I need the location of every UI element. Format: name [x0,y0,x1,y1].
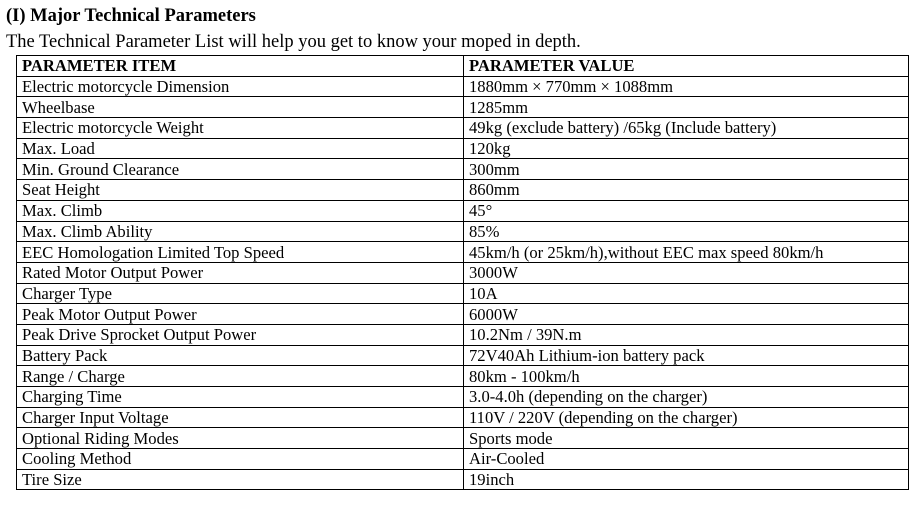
parameter-value: 3.0-4.0h (depending on the charger) [464,387,909,408]
parameter-item: EEC Homologation Limited Top Speed [17,242,464,263]
parameter-table [16,55,909,490]
parameter-item: Wheelbase [17,97,464,118]
table-row [17,366,909,387]
table-row [17,138,909,159]
table-row [17,97,909,118]
parameter-value: 85% [464,221,909,242]
table-row [17,407,909,428]
parameter-item: Charger Input Voltage [17,407,464,428]
table-row [17,449,909,470]
table-row [17,118,909,139]
parameter-item: Tire Size [17,469,464,490]
parameter-item: Charging Time [17,387,464,408]
parameter-item: Rated Motor Output Power [17,262,464,283]
table-row [17,304,909,325]
section-heading: (I) Major Technical Parameters [6,6,256,26]
parameter-value: Air-Cooled [464,449,909,470]
parameter-value: 45km/h (or 25km/h),without EEC max speed 80km/h [464,242,909,263]
table-row [17,76,909,97]
table-row [17,283,909,304]
table-row [17,180,909,201]
parameter-item: Electric motorcycle Dimension [17,76,464,97]
intro-text: The Technical Parameter List will help you get to know your moped in depth. [6,32,581,52]
table-row [17,242,909,263]
parameter-value: 49kg (exclude battery) /65kg (Include battery) [464,118,909,139]
parameter-item: Charger Type [17,283,464,304]
column-header-item: PARAMETER ITEM [17,56,464,77]
table-header-row [17,56,909,77]
table-row [17,262,909,283]
parameter-value: 3000W [464,262,909,283]
parameter-item: Cooling Method [17,449,464,470]
parameter-value: 72V40Ah Lithium-ion battery pack [464,345,909,366]
table-row [17,345,909,366]
parameter-item: Peak Motor Output Power [17,304,464,325]
parameter-value: 6000W [464,304,909,325]
parameter-value: 860mm [464,180,909,201]
parameter-value: 120kg [464,138,909,159]
table-row [17,200,909,221]
parameter-item: Seat Height [17,180,464,201]
parameter-item: Battery Pack [17,345,464,366]
parameter-item: Min. Ground Clearance [17,159,464,180]
table-row [17,324,909,345]
table-row [17,428,909,449]
parameter-value: 110V / 220V (depending on the charger) [464,407,909,428]
parameter-value: 10A [464,283,909,304]
parameter-value: 45° [464,200,909,221]
parameter-value: 1880mm × 770mm × 1088mm [464,76,909,97]
parameter-item: Max. Climb [17,200,464,221]
parameter-value: 300mm [464,159,909,180]
parameter-value: 19inch [464,469,909,490]
parameter-item: Optional Riding Modes [17,428,464,449]
table-row [17,387,909,408]
table-row [17,469,909,490]
table-row [17,221,909,242]
parameter-item: Max. Climb Ability [17,221,464,242]
parameter-value: 1285mm [464,97,909,118]
parameter-value: Sports mode [464,428,909,449]
parameter-item: Range / Charge [17,366,464,387]
parameter-value: 80km - 100km/h [464,366,909,387]
parameter-item: Electric motorcycle Weight [17,118,464,139]
parameter-item: Peak Drive Sprocket Output Power [17,324,464,345]
table-row [17,159,909,180]
parameter-value: 10.2Nm / 39N.m [464,324,909,345]
parameter-item: Max. Load [17,138,464,159]
column-header-value: PARAMETER VALUE [464,56,909,77]
